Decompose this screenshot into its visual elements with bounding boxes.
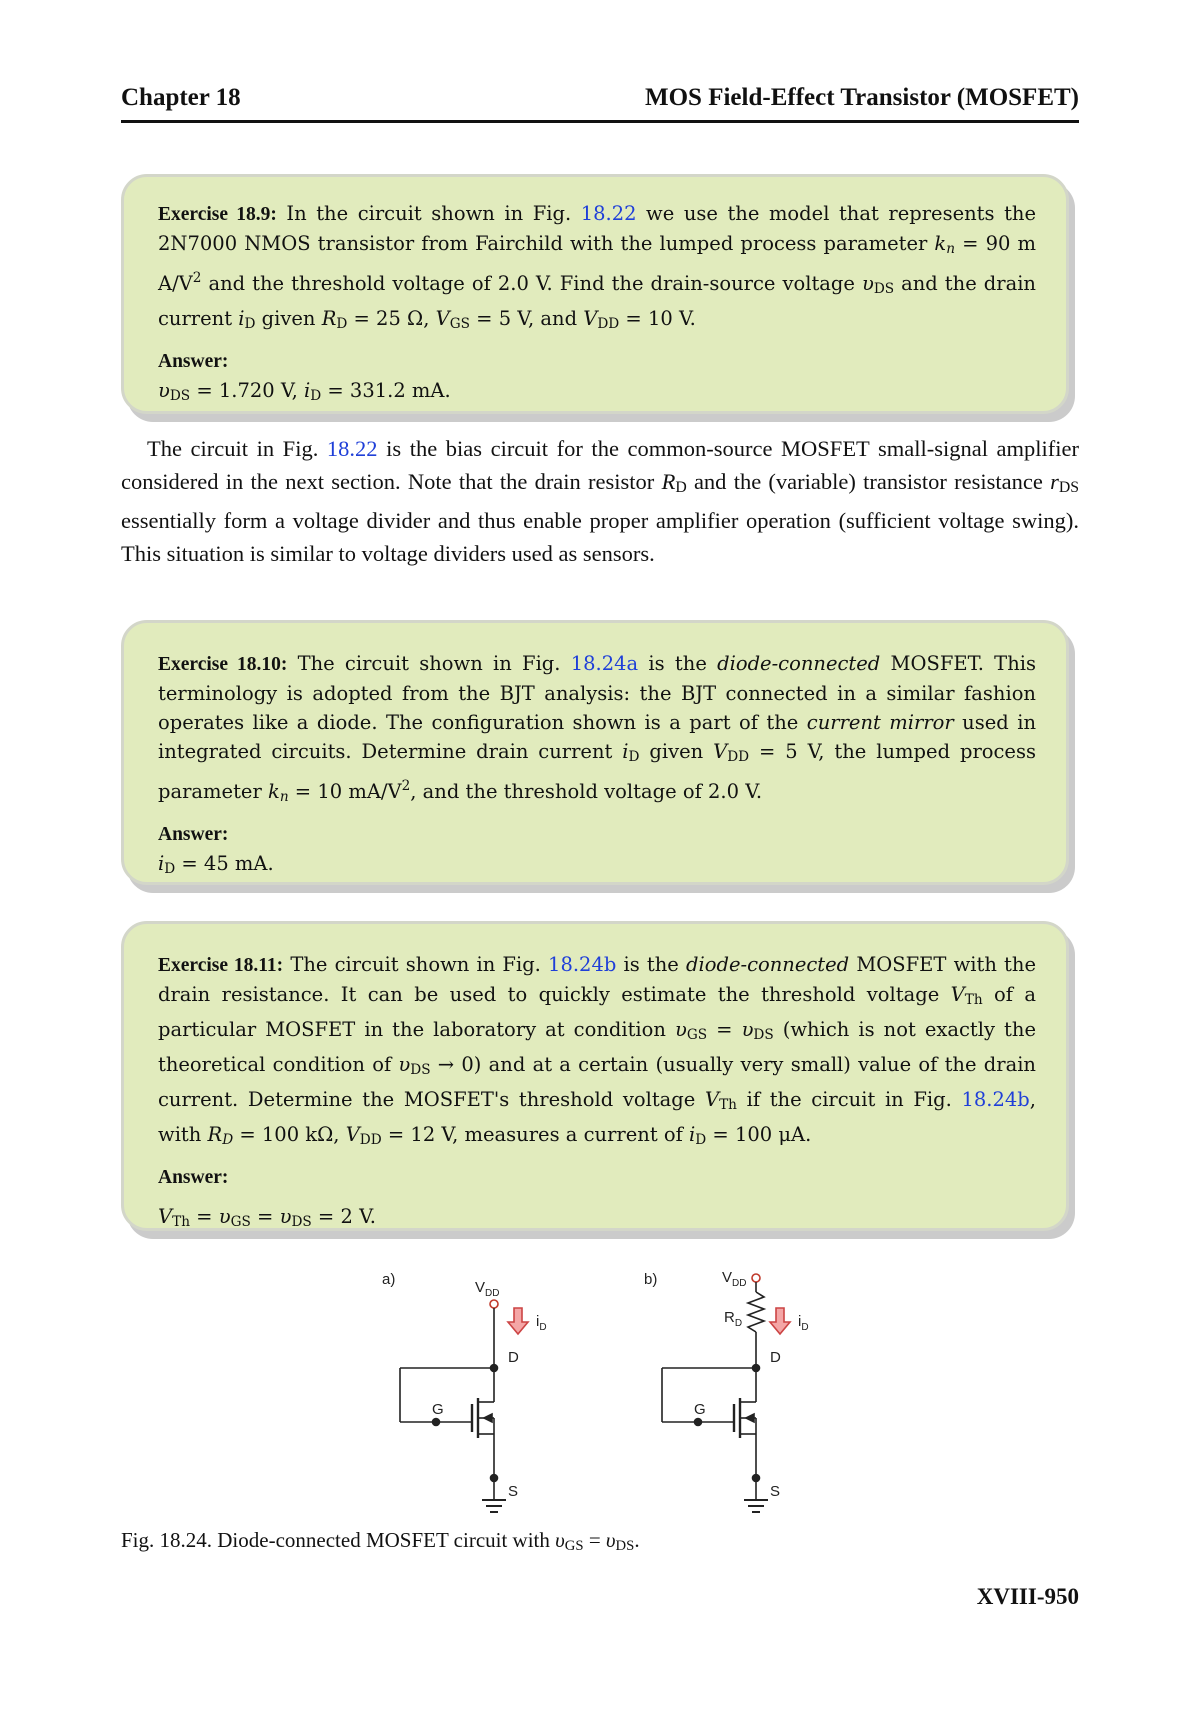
svg-text:VDD: $V_{DD}$ (722, 1269, 747, 1289)
svg-text:G: G (694, 1401, 706, 1418)
exercise-18-9-body: Exercise 18.9: In the circuit shown in Fig. 18.22 we use the model that represents the 2N7000 NMOS transistor from Fairchild with the lumped process parameter $k_n = 90$ m $A/V^2$ and the threshold voltage of 2.0 V. Find the drain-source voltage $\upsilon_{DS}$ and the drain current $i_D$ given $R_D = 25$ Ω, $V_{GS} = 5$ V, and $V_{DD} = 10$ V. Answer: $\upsilon_{DS} = 1.720$ V, $i_D = 331.2$ mA. (158, 199, 1036, 411)
exercise-18-10-body: Exercise 18.10: The circuit shown in Fig. 18.24a is the diode-connected MOSFET. This terminology is adopted from the BJT analysis: the BJT connected in a similar fashion operates like a diode. The configuration shown is a part of the current mirror used in integrated circuits. Determine drain current $i_D$ given $V_{DD} = 5$ V, the lumped process parameter $k_n = 10$ $mA/V^2$, and the threshold voltage of 2.0 V. Answer: $i_D = 45$ mA. (158, 649, 1036, 884)
exercise-box-18-10 (121, 620, 1069, 885)
circuit-b (644, 1269, 809, 1512)
answer-heading: Answer: (158, 1167, 229, 1188)
answer-heading: Answer: (158, 351, 229, 372)
fig-ref-link[interactable]: 18.24b (961, 1088, 1030, 1111)
exercise-box-18-9 (121, 174, 1069, 414)
answer-text: $\upsilon_{DS} = 1.720$ V, $i_D = 331.2$ mA. (158, 379, 451, 404)
svg-text:b): b) (644, 1271, 658, 1288)
svg-text:RD: $R_D$ (724, 1309, 743, 1329)
svg-text:iD: $i_D$ (536, 1313, 547, 1333)
circuit-a (382, 1271, 547, 1512)
answer-text: $V_{Th} = \upsilon_{GS} = \upsilon_{DS} = 2$ V. (158, 1205, 376, 1230)
svg-text:G: G (432, 1401, 444, 1418)
svg-text:a): a) (382, 1271, 396, 1288)
svg-text:S: S (508, 1483, 519, 1500)
fig-ref-link[interactable]: 18.22 (580, 202, 637, 225)
answer-heading: Answer: (158, 824, 229, 845)
body-paragraph: The circuit in Fig. 18.22 is the bias circuit for the common-source MOSFET small-signal amplifier considered in the next section. Note that the drain resistor RD and the (variable) transistor resistance rDS essentially form a voltage divider and thus enable proper amplifier operation (sufficient voltage swing). This situation is similar to voltage dividers used as sensors. (121, 436, 1079, 566)
page-header (121, 80, 1079, 123)
chapter-label: Chapter 18 (121, 84, 241, 111)
answer-text: $i_D = 45$ mA. (158, 852, 274, 877)
svg-text:D: D (770, 1349, 781, 1366)
figure-diode-connected-mosfet (360, 1262, 820, 1522)
svg-text:D: D (508, 1349, 519, 1366)
fig-ref-link[interactable]: 18.24a (570, 652, 639, 675)
chapter-title: MOS Field-Effect Transistor (MOSFET) (645, 84, 1079, 111)
exercise-18-11-body: Exercise 18.11: The circuit shown in Fig. 18.24b is the diode-connected MOSFET with the drain resistance. It can be used to quickly estimate the threshold voltage $V_{Th}$ of a particular MOSFET in the laboratory at condition $\upsilon_{GS} = \upsilon_{DS}$ (which is not exactly the theoretical condition of $\upsilon_{DS} \to 0$) and at a certain (usually very small) value of the drain current. Determine the MOSFET's threshold voltage $V_{Th}$ if the circuit in Fig. 18.24b, with $R_D = 100$ kΩ, $V_{DD} = 12$ V, measures a current of $i_D = 100$ μA. Answer: $V_{Th} = \upsilon_{GS} = \upsilon_{DS} = 2$ V. (158, 950, 1036, 1237)
fig-ref-link[interactable]: 18.24b (548, 953, 617, 976)
svg-text:S: S (770, 1483, 781, 1500)
svg-text:VDD: $V_{DD}$ (475, 1279, 500, 1299)
page-number: XVIII-950 (976, 1584, 1079, 1609)
fig-ref-link[interactable]: 18.22 (326, 436, 378, 461)
exercise-box-18-11 (121, 921, 1069, 1231)
svg-text:iD: $i_D$ (798, 1313, 809, 1333)
figure-caption: Fig. 18.24. Diode-connected MOSFET circuit with $\upsilon_{GS} = \upsilon_{DS}$. (121, 1528, 640, 1554)
